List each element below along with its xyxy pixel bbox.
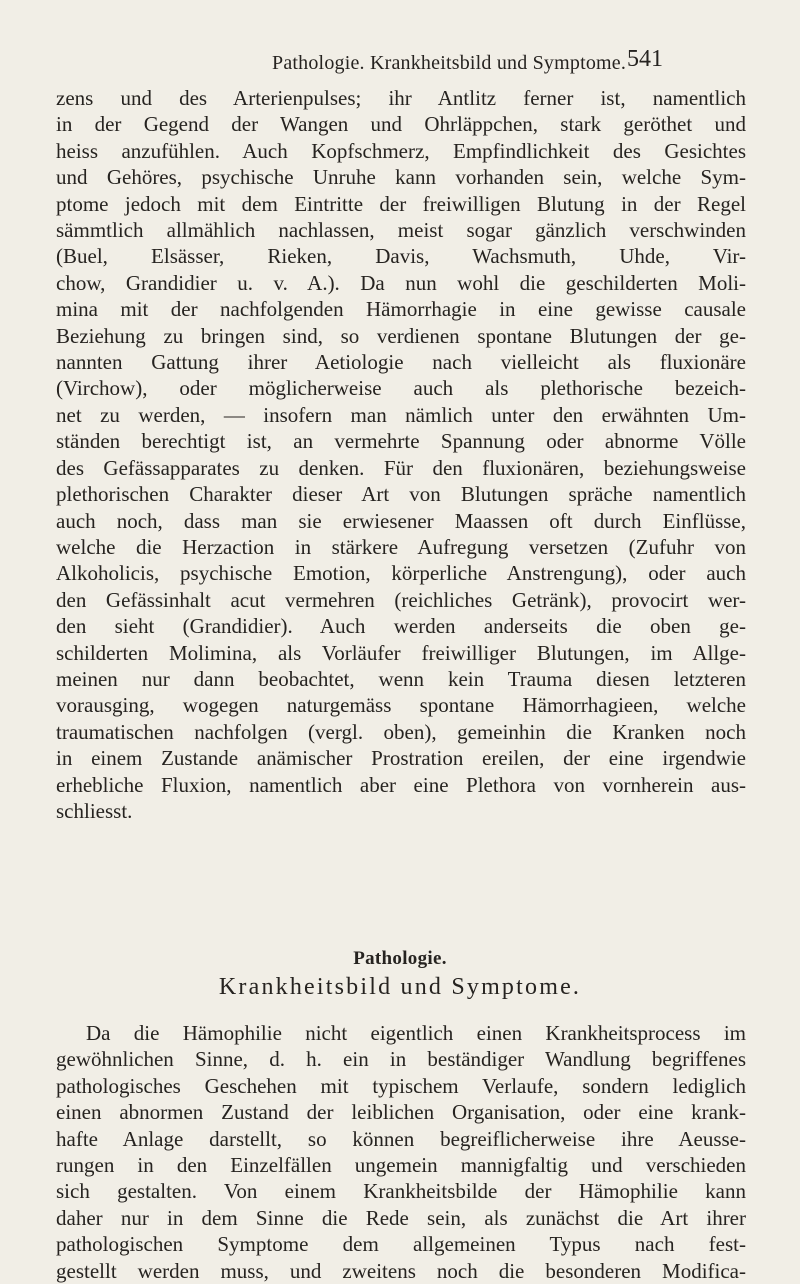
text-line: den sieht (Grandidier). Auch werden anderseits die oben ge- (56, 614, 746, 639)
text-line: nannten Gattung ihrer Aetiologie nach vielleicht als fluxionäre (56, 350, 746, 375)
text-line: gestellt werden muss, und zweitens noch die besonderen Modifica- (56, 1258, 746, 1283)
text-line: (Virchow), oder möglicherweise auch als plethorische bezeich- (56, 376, 746, 401)
text-line: ständen berechtigt ist, an vermehrte Spannung oder abnorme Völle (56, 429, 746, 454)
text-line: pathologisches Geschehen mit typischem Verlaufe, sondern lediglich (56, 1073, 746, 1098)
text-line: vorausging, wogegen naturgemäss spontane Hämorrhagieen, welche (56, 693, 746, 718)
body-paragraph-1 (56, 85, 746, 824)
text-line: net zu werden, — insofern man nämlich unter den erwähnten Um- (56, 402, 746, 427)
text-line: pathologischen Symptome dem allgemeinen Typus nach fest- (56, 1232, 746, 1257)
text-line: gewöhnlichen Sinne, d. h. ein in beständiger Wandlung begriffenes (56, 1047, 746, 1072)
text-line: heiss anzufühlen. Auch Kopfschmerz, Empfindlichkeit des Gesichtes (56, 138, 746, 163)
text-line: plethorischen Charakter dieser Art von Blutungen spräche namentlich (56, 482, 746, 507)
text-line: daher nur in dem Sinne die Rede sein, als zunächst die Art ihrer (56, 1205, 746, 1230)
text-line: in einem Zustande anämischer Prostration ereilen, der eine irgendwie (56, 746, 746, 771)
text-line: traumatischen nachfolgen (vergl. oben), gemeinhin die Kranken noch (56, 719, 746, 744)
section-title: Krankheitsbild und Symptome. (218, 974, 582, 1000)
text-line: erhebliche Fluxion, namentlich aber eine Plethora von vornherein aus- (56, 772, 746, 797)
text-line: in der Gegend der Wangen und Ohrläppchen, stark geröthet und (56, 112, 746, 137)
text-line: meinen nur dann beobachtet, wenn kein Trauma diesen letzteren (56, 666, 746, 691)
text-line: Beziehung zu bringen sind, so verdienen spontane Blutungen der ge- (56, 323, 746, 348)
section-label: Pathologie. (353, 948, 447, 969)
text-line: schilderten Molimina, als Vorläufer freiwilliger Blutungen, im Allge- (56, 640, 746, 665)
text-line: ptome jedoch mit dem Eintritte der freiwilligen Blutung in der Regel (56, 191, 746, 216)
text-line: und Gehöres, psychische Unruhe kann vorhanden sein, welche Sym- (56, 165, 746, 190)
text-line: auch noch, dass man sie erwiesener Maassen oft durch Einflüsse, (56, 508, 746, 533)
text-line: (Buel, Elsässer, Rieken, Davis, Wachsmuth, Uhde, Vir- (56, 244, 746, 269)
text-line: schliesst. (56, 798, 133, 823)
text-line: rungen in den Einzelfällen ungemein mannigfaltig und verschieden (56, 1153, 746, 1178)
text-line: des Gefässapparates zu denken. Für den fluxionären, beziehungsweise (56, 455, 746, 480)
text-line: welche die Herzaction in stärkere Aufregung versetzen (Zufuhr von (56, 534, 746, 559)
text-line: sämmtlich allmählich nachlassen, meist sogar gänzlich verschwinden (56, 218, 746, 243)
page-number: 541 (627, 46, 663, 72)
text-line: einen abnormen Zustand der leiblichen Organisation, oder eine krank- (56, 1100, 746, 1125)
text-line: zens und des Arterienpulses; ihr Antlitz ferner ist, namentlich (56, 86, 746, 110)
text-line: hafte Anlage darstellt, so können begreiflicherweise ihre Aeusse- (56, 1126, 746, 1151)
text-line: den Gefässinhalt acut vermehren (reichliches Getränk), provocirt wer- (56, 587, 746, 612)
text-line: Da die Hämophilie nicht eigentlich einen Krankheitsprocess im (86, 1021, 746, 1045)
text-line: chow, Grandidier u. v. A.). Da nun wohl die geschilderten Moli- (56, 270, 746, 295)
body-paragraph-2 (56, 1020, 746, 1284)
text-line: Alkoholicis, psychische Emotion, körperliche Anstrengung), oder auch (56, 561, 746, 586)
text-line: sich gestalten. Von einem Krankheitsbilde der Hämophilie kann (56, 1179, 746, 1204)
text-line: mina mit der nachfolgenden Hämorrhagie in eine gewisse causale (56, 297, 746, 322)
running-head: Pathologie. Krankheitsbild und Symptome. (272, 52, 627, 74)
